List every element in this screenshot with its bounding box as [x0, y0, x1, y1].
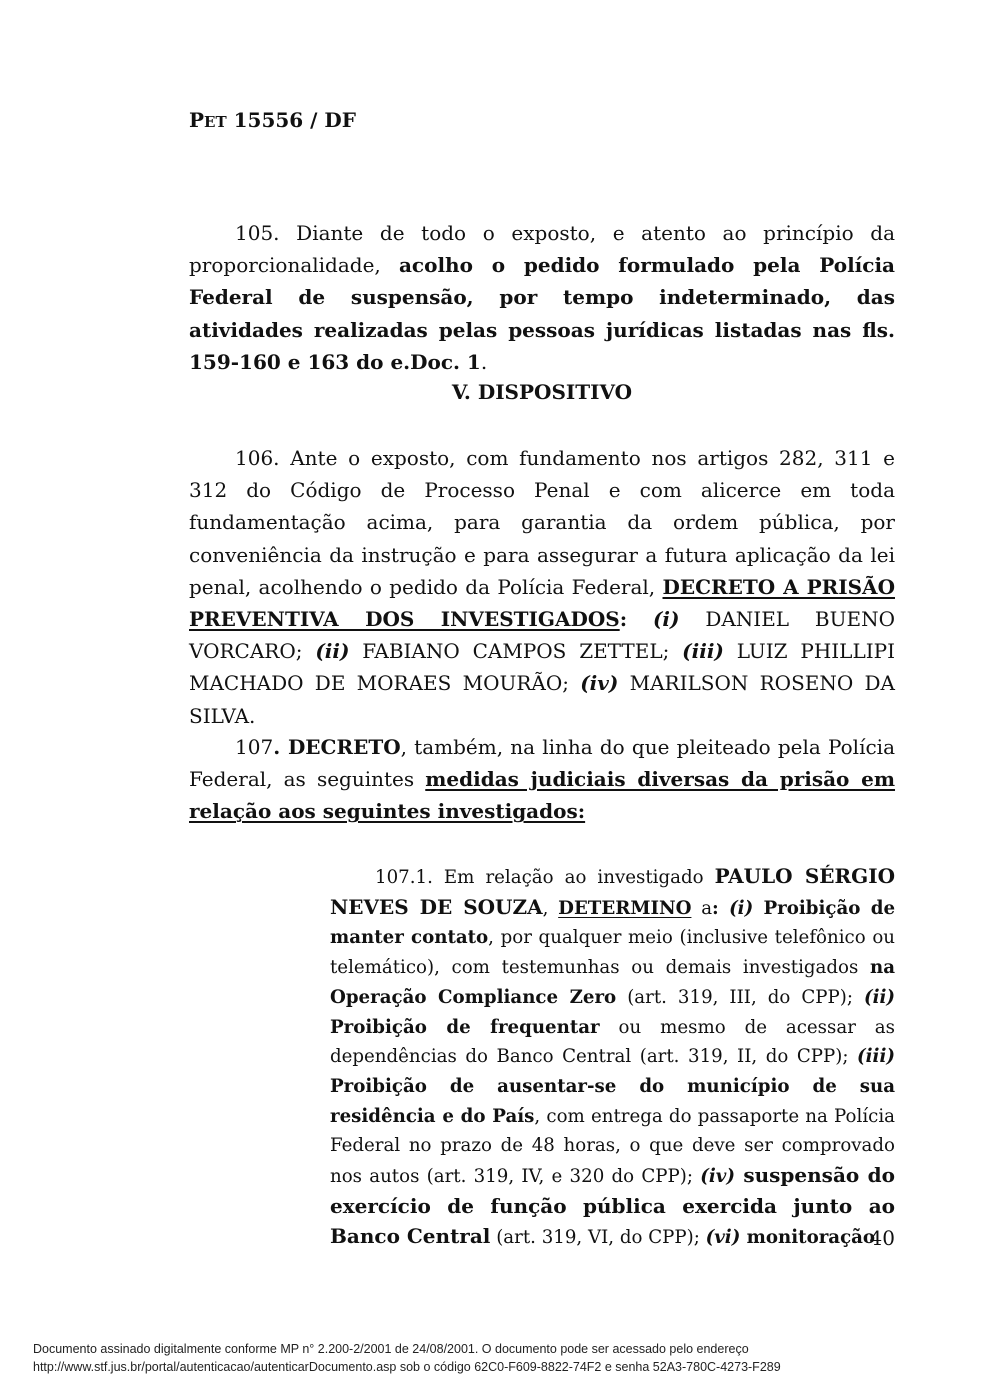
- footer-url-line: http://www.stf.jus.br/portal/autenticacao/autenticarDocumento.asp sob o código 62C0-F609-8822-74F2 e senha 52A3-780C-4273-F289: [33, 1360, 781, 1374]
- paragraph-number: 106.: [235, 446, 280, 470]
- item-marker: (ii): [315, 639, 350, 664]
- bold-dot: .: [273, 735, 281, 759]
- item-marker: (iv): [700, 1166, 735, 1188]
- paragraph-text: , com entrega do passaporte na Polícia Federal no prazo de 48 horas, o que deve ser comprovado nos autos (art. 319, IV, e 320 do CPP);: [330, 1105, 895, 1188]
- bold-text: na Operação Compliance Zero: [330, 957, 895, 1008]
- paragraph-text: Diante de todo o exposto, e atento ao princípio da proporcionalidade,: [189, 221, 895, 278]
- measures-text: medidas judiciais diversas da prisão em relação aos seguintes investigados:: [189, 767, 896, 824]
- item-marker: (vi): [705, 1227, 741, 1249]
- signature-footer: [33, 1340, 963, 1376]
- paragraph-text: (art. 319, III, do CPP);: [616, 986, 864, 1008]
- header-pet-rest: ET: [204, 113, 227, 131]
- item-marker: (iii): [857, 1046, 895, 1068]
- paragraph-text: Ante o exposto, com fundamento nos artigos 282, 311 e 312 do Código de Processo Penal e com alicerce em toda fundamentação acima, para garantia da ordem pública, por conveniência da instrução e para assegurar a futura aplicação da lei penal, acolhendo o pedido da Polícia Federal,: [189, 446, 895, 599]
- header-case-number: 15556 / DF: [226, 108, 356, 132]
- page-number: 40: [869, 1226, 895, 1250]
- investigated-name: MARILSON ROSENO DA SILVA.: [189, 671, 896, 728]
- paragraph-107: [189, 731, 895, 828]
- header-pet-initial: P: [189, 108, 205, 132]
- bold-text: suspensão do exercício de função pública exercida junto ao Banco Central: [330, 1163, 895, 1249]
- paragraph-text: Em relação ao investigado: [432, 867, 715, 888]
- paragraph-text: ou mesmo de acessar as dependências do Banco Central (art. 319, II, do CPP);: [330, 1016, 895, 1068]
- paragraph-107-1: [330, 862, 895, 1253]
- colon: :: [619, 607, 628, 632]
- item-marker: (iv): [580, 671, 619, 696]
- paragraph-105: [189, 217, 895, 378]
- paragraph-text: a: [691, 897, 713, 919]
- paragraph-number: 107.1.: [375, 867, 433, 888]
- determino-text: DETERMINO: [558, 897, 692, 919]
- investigated-name: PAULO SÉRGIO NEVES DE SOUZA: [330, 864, 895, 919]
- bold-text: Proibição de frequentar: [330, 1016, 600, 1038]
- document-header: [189, 108, 356, 132]
- item-marker: (ii): [863, 986, 895, 1008]
- colon: :: [712, 897, 719, 919]
- item-marker: (i): [718, 897, 754, 919]
- bold-text: monitoração: [740, 1227, 876, 1249]
- investigated-name: DANIEL BUENO VORCARO;: [189, 607, 895, 664]
- bold-text: acolho o pedido formulado pela Polícia Federal de suspensão, por tempo indeterminado, das atividades realizadas pelas pessoas jurídicas listadas nas fls. 159-160 e 163 do e.Doc. 1: [189, 253, 896, 374]
- item-marker: (i): [652, 607, 680, 632]
- paragraph-number: 105.: [235, 221, 280, 245]
- paragraph-106: [189, 442, 895, 732]
- paragraph-number: 107: [235, 735, 274, 759]
- decreto-text: DECRETO: [280, 735, 401, 759]
- paragraph-text: (art. 319, VI, do CPP);: [490, 1227, 706, 1249]
- footer-line: Documento assinado digitalmente conforme MP n° 2.200-2/2001 de 24/08/2001. O documento pode ser acessado pelo endereço: [33, 1342, 749, 1356]
- paragraph-text: ,: [542, 897, 559, 919]
- section-heading: V. DISPOSITIVO: [451, 380, 633, 404]
- investigated-name: LUIZ PHILLIPI MACHADO DE MORAES MOURÃO;: [189, 639, 895, 696]
- bold-text: Proibição de manter contato: [330, 897, 896, 949]
- paragraph-text: , também, na linha do que pleiteado pela Polícia Federal, as seguintes: [189, 735, 895, 792]
- item-marker: (iii): [682, 639, 724, 664]
- investigated-name: FABIANO CAMPOS ZETTEL;: [349, 639, 683, 664]
- decree-text: DECRETO A PRISÃO PREVENTIVA DOS INVESTIGADOS: [189, 574, 895, 632]
- bold-text: Proibição de ausentar-se do município de sua residência e do País: [330, 1075, 895, 1127]
- paragraph-text: , por qualquer meio (inclusive telefônico ou telemático), com testemunhas ou demais investigados: [330, 927, 895, 979]
- paragraph-text: .: [480, 349, 488, 374]
